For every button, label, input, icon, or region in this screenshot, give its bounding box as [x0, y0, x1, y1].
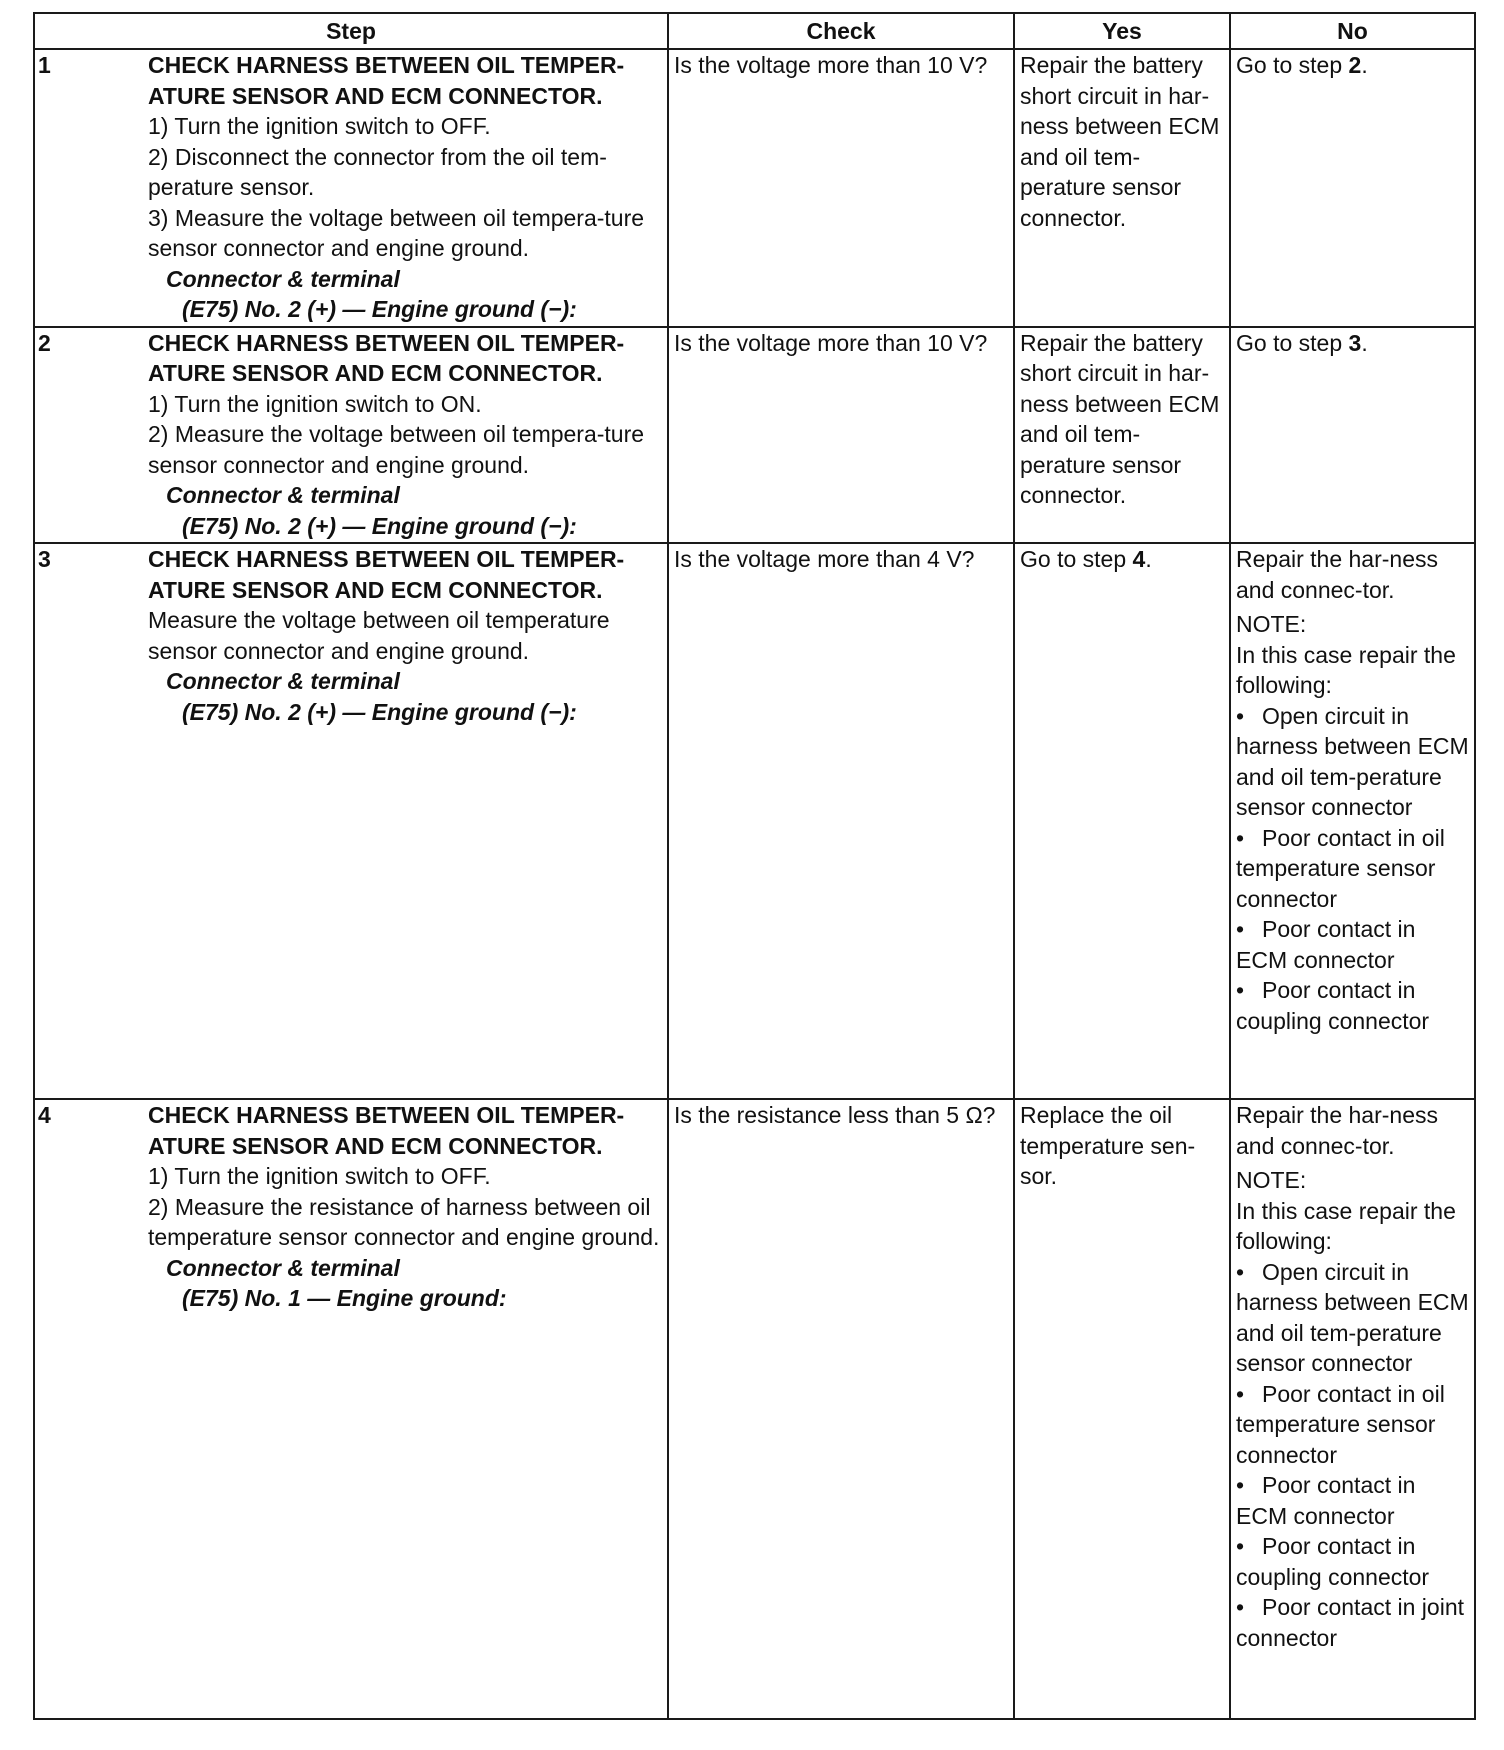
check-cell: [668, 543, 1014, 1099]
note-bullet: • Poor contact in joint connector: [1236, 1594, 1465, 1651]
table-header-row: [34, 13, 1475, 49]
table-row: [34, 327, 1475, 544]
yes-action-suffix: .: [1145, 546, 1152, 572]
step-number: 4: [38, 1102, 51, 1128]
step-description-cell: [146, 49, 668, 327]
step-instruction: 2) Measure the resistance of harness between oil temperature sensor connector and engine ground.: [148, 1193, 660, 1250]
step-instruction: 3) Measure the voltage between oil tempera-ture sensor connector and engine ground.: [148, 204, 645, 261]
check-question: Is the voltage more than 10 V?: [674, 329, 988, 356]
step-instruction: 2) Measure the voltage between oil tempera-ture sensor connector and engine ground.: [148, 421, 645, 478]
note-intro: In this case repair the following:: [1236, 641, 1456, 698]
header-step: Step: [34, 13, 668, 49]
step-title: CHECK HARNESS BETWEEN OIL TEMPER-ATURE SENSOR AND ECM CONNECTOR.: [148, 1102, 625, 1159]
note-bullet: • Poor contact in ECM connector: [1236, 1472, 1416, 1529]
step-number: 3: [38, 546, 51, 572]
check-question: Is the voltage more than 10 V?: [674, 52, 988, 78]
diagnostic-table: [33, 12, 1476, 1720]
terminal-label: (E75) No. 2 (+) — Engine ground (−):: [182, 512, 577, 539]
no-action: Repair the har-ness and connec-tor.: [1236, 1102, 1438, 1159]
no-action-prefix: Go to step: [1236, 52, 1349, 78]
header-yes: Yes: [1014, 13, 1230, 49]
no-action-prefix: Go to step: [1236, 329, 1349, 356]
no-action-step: 2: [1348, 52, 1362, 78]
step-description-cell: [146, 543, 668, 1099]
terminal-label: (E75) No. 1 — Engine ground:: [182, 1285, 507, 1311]
note-bullet: • Open circuit in harness between ECM and oil tem-perature sensor connector: [1236, 702, 1469, 820]
no-cell: [1230, 543, 1475, 1099]
no-action-suffix: .: [1361, 329, 1368, 356]
check-cell: [668, 1099, 1014, 1719]
check-question: Is the resistance less than 5 Ω?: [674, 1102, 996, 1128]
table-row: [34, 1099, 1475, 1719]
table-row: [34, 543, 1475, 1099]
step-number-cell: [34, 543, 146, 1099]
step-instruction: Measure the voltage between oil temperature sensor connector and engine ground.: [148, 607, 610, 664]
connector-label: Connector & terminal: [166, 668, 400, 694]
step-description-cell: [146, 1099, 668, 1719]
step-instruction: 2) Disconnect the connector from the oil tem-perature sensor.: [148, 143, 607, 200]
step-title: CHECK HARNESS BETWEEN OIL TEMPER-ATURE SENSOR AND ECM CONNECTOR.: [148, 329, 625, 386]
step-number-cell: [34, 327, 146, 544]
no-action-step: 3: [1348, 329, 1362, 356]
yes-cell: [1014, 543, 1230, 1099]
step-instruction: 1) Turn the ignition switch to ON.: [148, 390, 482, 417]
yes-cell: [1014, 49, 1230, 327]
connector-label: Connector & terminal: [166, 482, 400, 508]
note-bullet: • Open circuit in harness between ECM and oil tem-perature sensor connector: [1236, 1258, 1469, 1376]
note-heading: NOTE:: [1236, 1167, 1307, 1193]
header-no: No: [1230, 13, 1475, 49]
step-number: 1: [38, 52, 51, 78]
note-bullet: • Poor contact in oil temperature sensor connector: [1236, 1380, 1445, 1468]
check-cell: [668, 327, 1014, 544]
step-title: CHECK HARNESS BETWEEN OIL TEMPER-ATURE SENSOR AND ECM CONNECTOR.: [148, 52, 625, 109]
yes-action: Replace the oil temperature sen-sor.: [1020, 1102, 1196, 1189]
note-bullet: • Poor contact in oil temperature sensor connector: [1236, 824, 1445, 912]
step-number-cell: [34, 1099, 146, 1719]
step-description-cell: [146, 327, 668, 544]
yes-cell: [1014, 1099, 1230, 1719]
no-action-suffix: .: [1361, 52, 1368, 78]
step-number: 2: [38, 329, 51, 356]
step-title: CHECK HARNESS BETWEEN OIL TEMPER-ATURE SENSOR AND ECM CONNECTOR.: [148, 546, 625, 603]
note-bullet: • Poor contact in ECM connector: [1236, 916, 1416, 973]
note-intro: In this case repair the following:: [1236, 1197, 1456, 1254]
terminal-label: (E75) No. 2 (+) — Engine ground (−):: [182, 296, 577, 322]
yes-action: Repair the battery short circuit in har-ness between ECM and oil tem-perature sensor connector.: [1020, 52, 1220, 231]
check-cell: [668, 49, 1014, 327]
step-instruction: 1) Turn the ignition switch to OFF.: [148, 1163, 491, 1189]
note-bullet: • Poor contact in coupling connector: [1236, 1533, 1430, 1590]
connector-label: Connector & terminal: [166, 1254, 400, 1281]
note-heading: NOTE:: [1236, 611, 1307, 637]
no-cell: [1230, 49, 1475, 327]
no-cell: [1230, 327, 1475, 544]
step-number-cell: [34, 49, 146, 327]
yes-cell: [1014, 327, 1230, 544]
no-action: Repair the har-ness and connec-tor.: [1236, 546, 1438, 603]
yes-action-prefix: Go to step: [1020, 546, 1133, 572]
table-row: [34, 49, 1475, 327]
step-instruction: 1) Turn the ignition switch to OFF.: [148, 113, 491, 139]
connector-label: Connector & terminal: [166, 265, 400, 292]
yes-action: Repair the battery short circuit in har-ness between ECM and oil tem-perature sensor connector.: [1020, 329, 1220, 508]
yes-action-step: 4: [1132, 546, 1146, 572]
header-check: Check: [668, 13, 1014, 49]
terminal-label: (E75) No. 2 (+) — Engine ground (−):: [182, 698, 577, 725]
check-question: Is the voltage more than 4 V?: [674, 546, 975, 572]
no-cell: [1230, 1099, 1475, 1719]
note-bullet: • Poor contact in coupling connector: [1236, 977, 1430, 1034]
